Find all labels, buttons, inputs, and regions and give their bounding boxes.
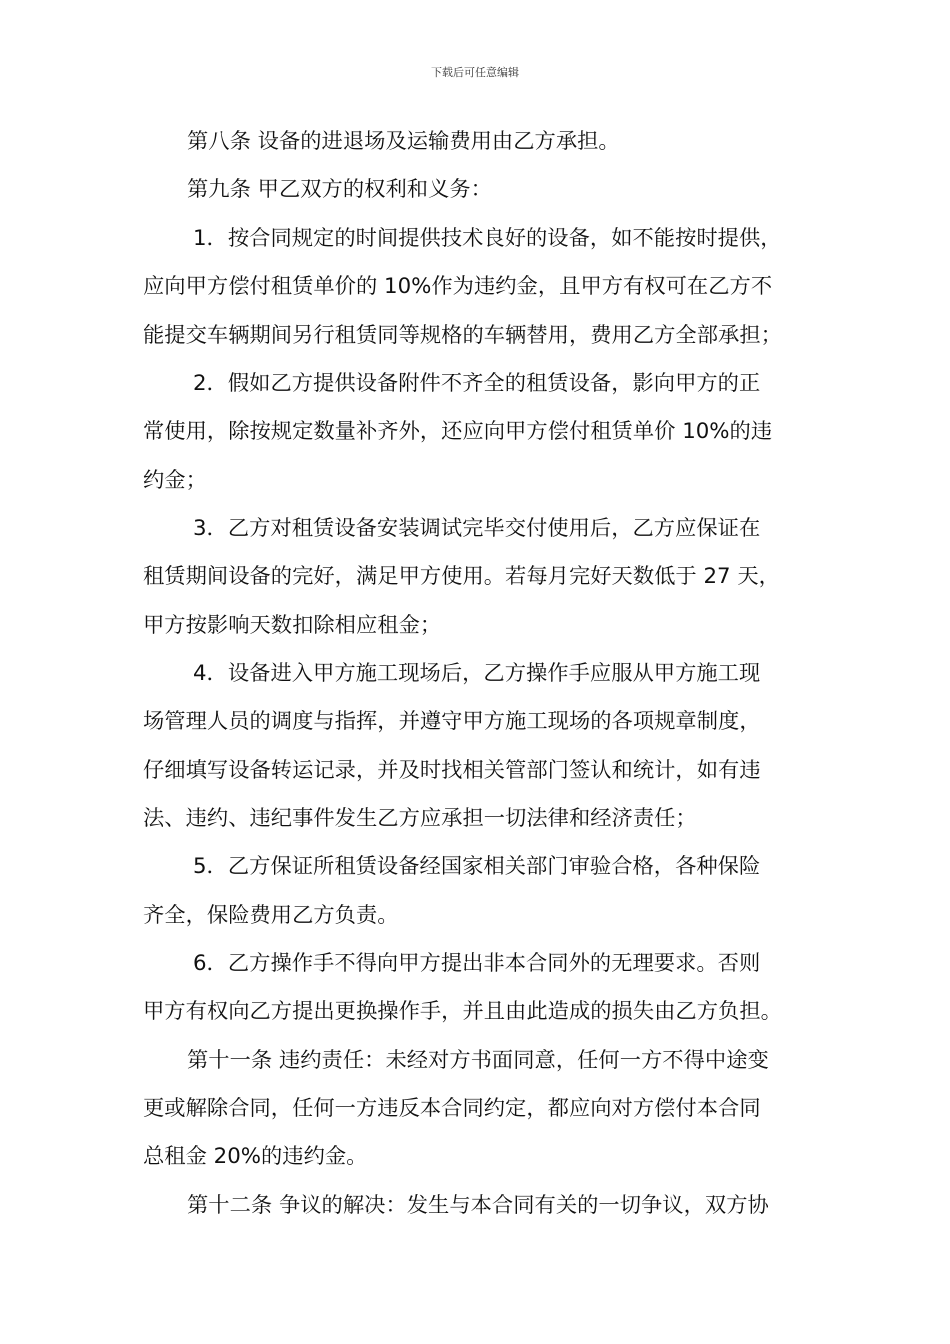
item-4-line-1: 4．设备进入甲方施工现场后，乙方操作手应服从甲方施工现	[193, 661, 761, 686]
item-3-line-3: 甲方按影响天数扣除相应租金；	[143, 613, 442, 638]
article-8-line-1: 第八条 设备的进退场及运输费用由乙方承担。	[187, 129, 620, 154]
item-3-line-1: 3．乙方对租赁设备安装调试完毕交付使用后，乙方应保证在	[193, 516, 761, 541]
item-1-line-1: 1．按合同规定的时间提供技术良好的设备，如不能按时提供，	[193, 226, 782, 251]
item-5-line-2: 齐全，保险费用乙方负责。	[143, 903, 399, 928]
item-6-line-2: 甲方有权向乙方提出更换操作手，并且由此造成的损失由乙方负担。	[143, 999, 782, 1024]
item-2-line-1: 2．假如乙方提供设备附件不齐全的租赁设备，影向甲方的正	[193, 371, 761, 396]
item-6-line-1: 6．乙方操作手不得向甲方提出非本合同外的无理要求。否则	[193, 951, 761, 976]
item-4-line-2: 场管理人员的调度与指挥，并遵守甲方施工现场的各项规章制度，	[143, 709, 761, 734]
item-1-line-2: 应向甲方偿付租赁单价的 10%作为违约金，且甲方有权可在乙方不	[143, 274, 773, 299]
item-2-line-3: 约金；	[143, 468, 207, 493]
item-4-line-3: 仔细填写设备转运记录，并及时找相关管部门签认和统计，如有违	[143, 758, 761, 783]
article-11-line-3: 总租金 20%的违约金。	[143, 1144, 368, 1169]
article-12-line-1: 第十二条 争议的解决：发生与本合同有关的一切争议，双方协	[187, 1193, 769, 1218]
item-3-line-2: 租赁期间设备的完好，满足甲方使用。若每月完好天数低于 27 天，	[143, 564, 780, 589]
article-11-line-1: 第十一条 违约责任：未经对方书面同意，任何一方不得中途变	[187, 1048, 769, 1073]
article-9-line-1: 第九条 甲乙双方的权利和义务：	[187, 177, 492, 202]
item-2-line-2: 常使用，除按规定数量补齐外，还应向甲方偿付租赁单价 10%的违	[143, 419, 773, 444]
article-11-line-2: 更或解除合同，任何一方违反本合同约定，都应向对方偿付本合同	[143, 1096, 761, 1121]
item-5-line-1: 5．乙方保证所租赁设备经国家相关部门审验合格，各种保险	[193, 854, 761, 879]
page-header: 下载后可任意编辑	[431, 66, 519, 79]
item-4-line-4: 法、违约、违纪事件发生乙方应承担一切法律和经济责任；	[143, 806, 697, 831]
item-1-line-3: 能提交车辆期间另行租赁同等规格的车辆替用，费用乙方全部承担；	[143, 323, 782, 348]
